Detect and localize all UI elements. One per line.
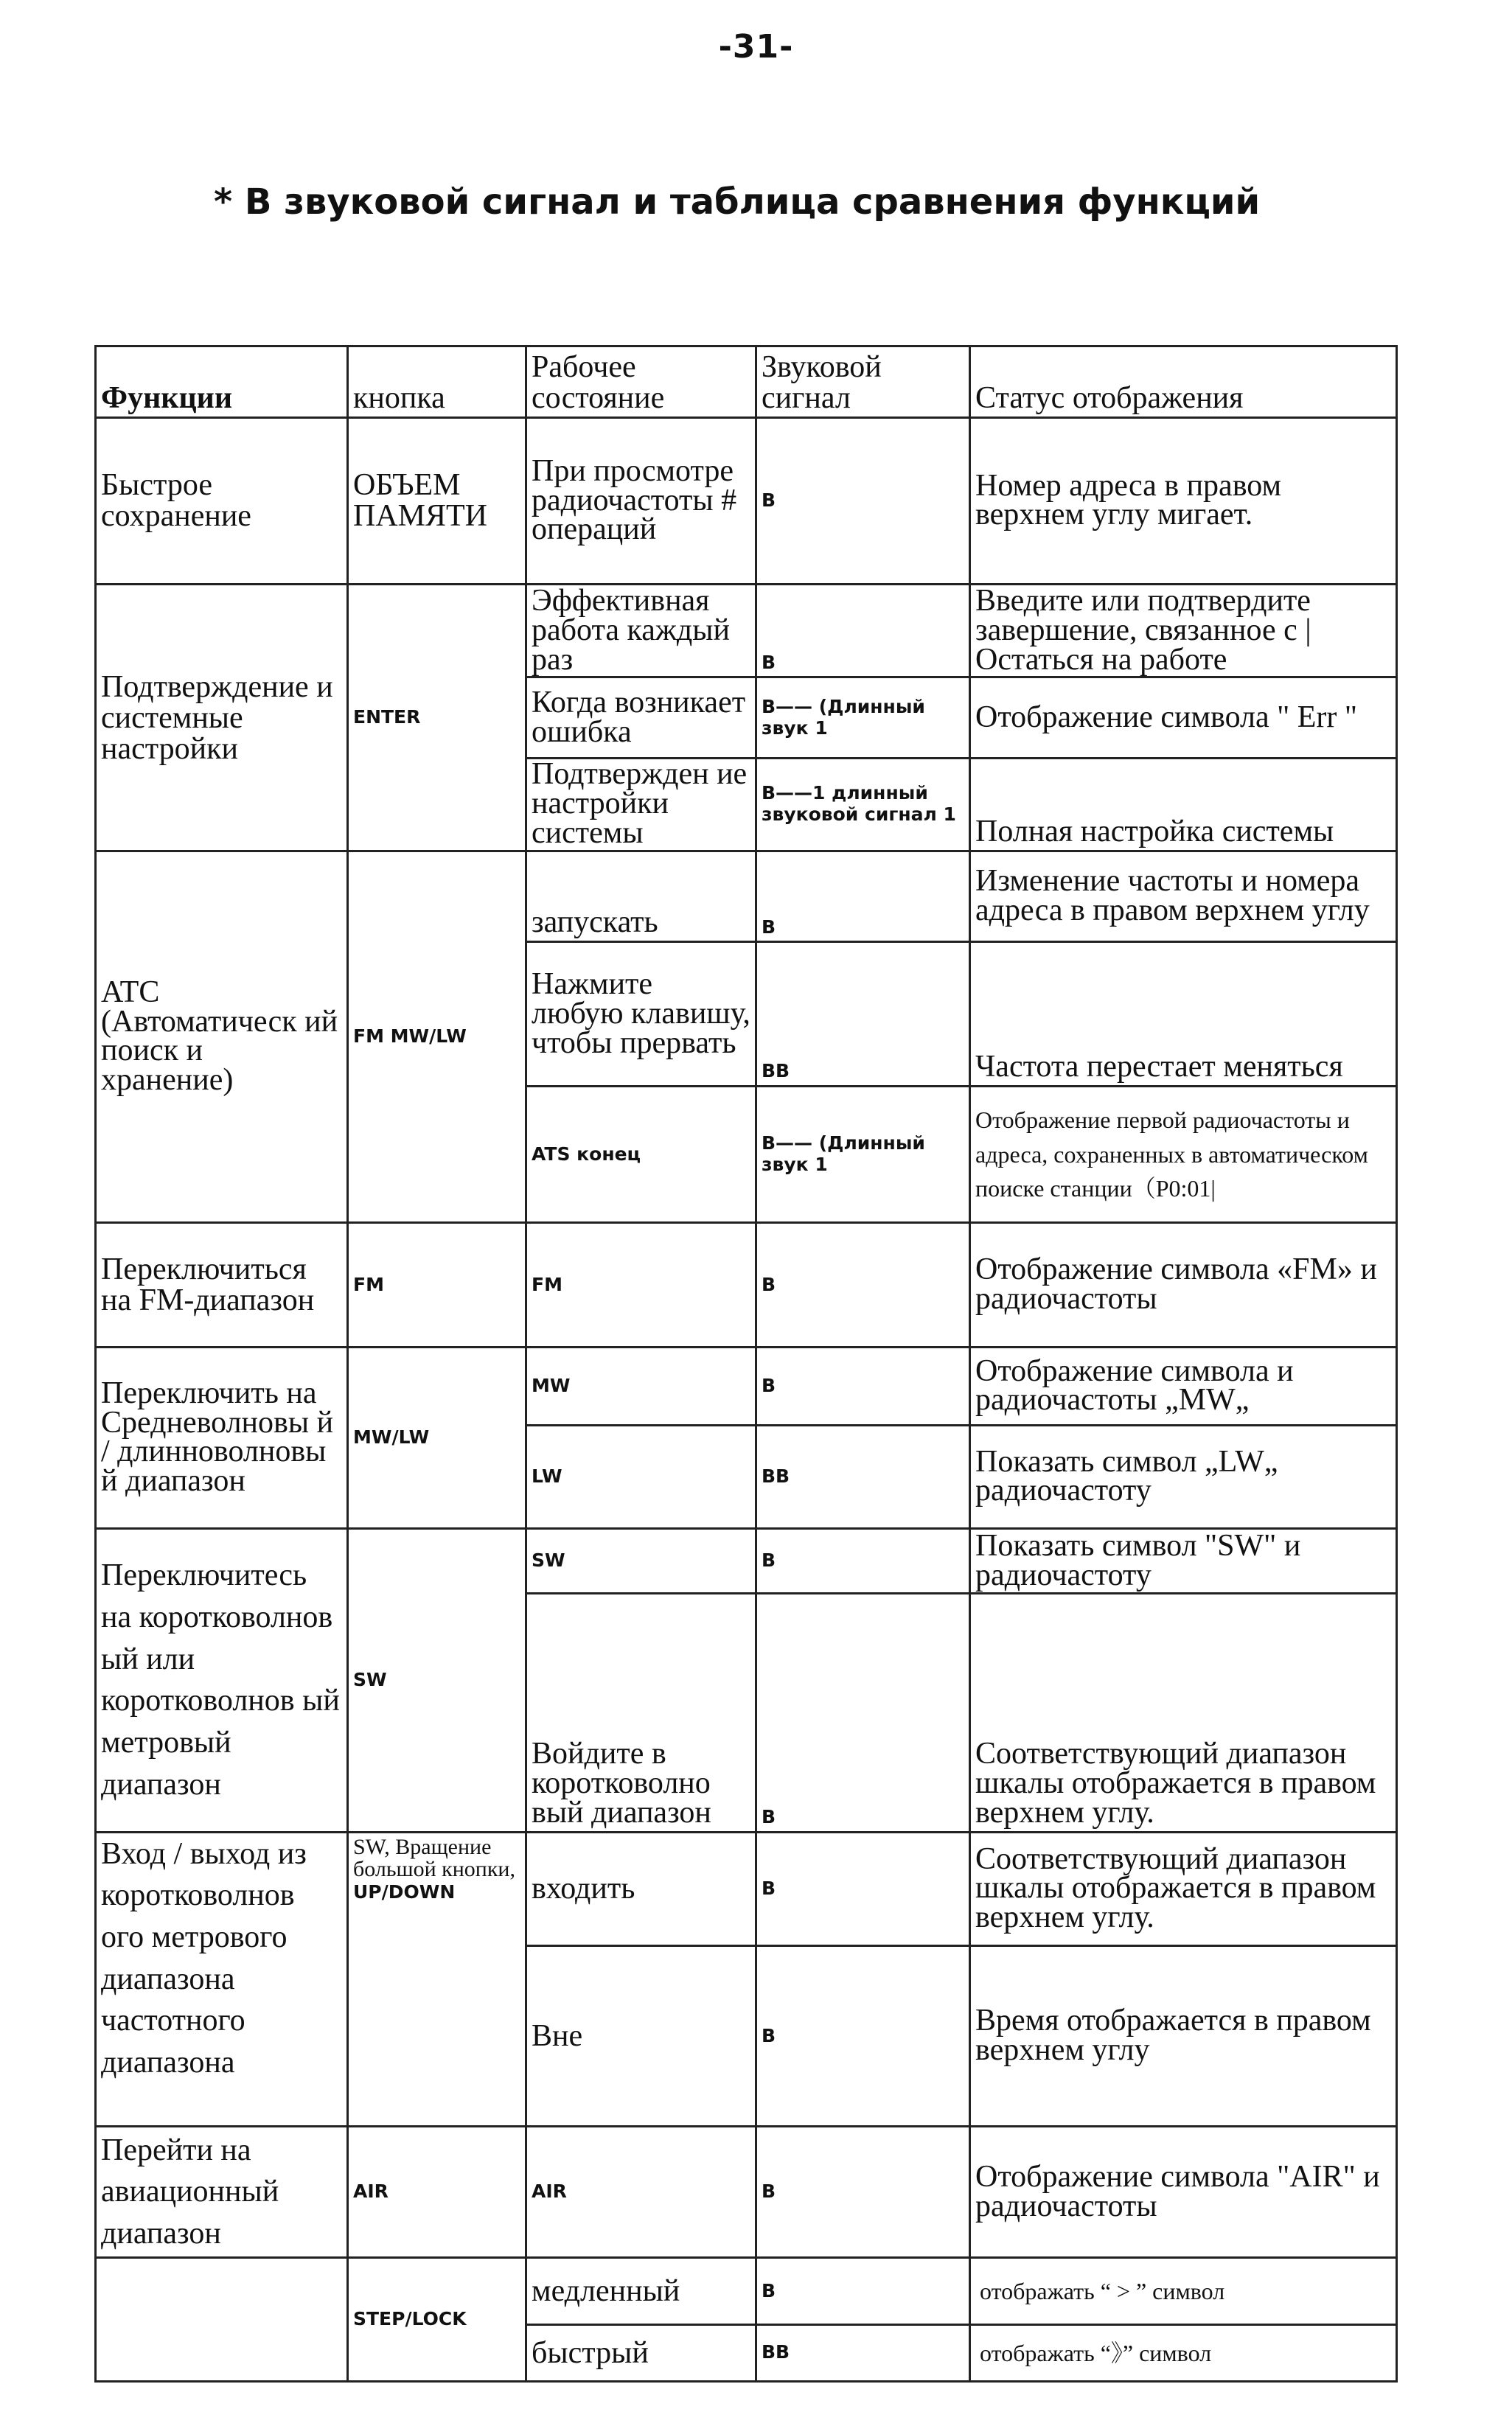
state-cell: медленный [526,2258,756,2325]
button-cell: FM MW/LW [348,851,526,1222]
status-cell: Время отображается в правом верхнем углу [970,1946,1397,2127]
state-cell: быстрый [526,2324,756,2381]
beep-cell: BB [756,942,970,1087]
table-row [96,417,1397,584]
table-row [96,585,1397,677]
table-row [96,2127,1397,2258]
table-row [96,851,1397,942]
beep-cell: BB [756,2324,970,2381]
state-cell: LW [526,1425,756,1528]
state-cell: ATS конец [526,1086,756,1222]
function-comparison-table [94,345,1398,2383]
beep-cell: B—— (Длинный звук 1 [756,1086,970,1222]
beep-cell: B [756,2127,970,2258]
status-cell: Отображение первой радиочастоты и адреса, сохраненных в автоматическом поиске станции（P0:01| [970,1086,1397,1222]
function-cell: ATC (Автоматическ ий поиск и хранение) [96,851,348,1222]
table-row [96,2258,1397,2325]
button-cell: STEP/LOCK [348,2258,526,2382]
function-cell: Перейти на авиационный диапазон [96,2127,348,2258]
beep-cell: B——1 длинный звуковой сигнал 1 [756,758,970,851]
beep-cell: B [756,1946,970,2127]
function-cell: Подтверждение и системные настройки [96,585,348,851]
button-cell: ENTER [348,585,526,851]
status-cell: Полная настройка системы [970,758,1397,851]
table-row [96,1223,1397,1348]
beep-cell: B [756,1594,970,1832]
state-cell: Вне [526,1946,756,2127]
function-cell: Переключиться на FM-диапазон [96,1223,348,1348]
button-cell: MW/LW [348,1347,526,1528]
button-cell: AIR [348,2127,526,2258]
status-cell: Введите или подтвердите завершение, связанное с | Остаться на работе [970,585,1397,677]
status-cell: Соответствующий диапазон шкалы отображается в правом верхнем углу. [970,1832,1397,1945]
status-cell: Частота перестает меняться [970,942,1397,1087]
status-cell: Отображение символа и радиочастоты „MW„ [970,1347,1397,1425]
button-cell: ОБЪЕМ ПАМЯТИ [348,417,526,584]
beep-cell: B [756,585,970,677]
state-cell: Подтвержден ие настройки системы [526,758,756,851]
status-cell: Отображение символа " Err " [970,677,1397,758]
header-function: Функции [96,346,348,418]
table-row [96,1832,1397,1945]
header-beep: Звуковой сигнал [756,346,970,418]
status-cell: Номер адреса в правом верхнем углу мигает. [970,417,1397,584]
beep-cell: B [756,1832,970,1945]
state-cell: AIR [526,2127,756,2258]
table-row [96,1528,1397,1594]
page-title: * В звуковой сигнал и таблица сравнения функций [214,181,1261,223]
status-cell: Отображение символа "AIR" и радиочастоты [970,2127,1397,2258]
header-state: Рабочее состояние [526,346,756,418]
status-cell: Показать символ „LW„ радиочастоту [970,1425,1397,1528]
page-number: -31- [718,28,794,66]
state-cell: Войдите в коротковолно вый диапазон [526,1594,756,1832]
state-cell: FM [526,1223,756,1348]
function-cell: Вход / выход из коротковолнов ого метрового диапазона частотного диапазона [96,1832,348,2126]
status-cell: Показать символ "SW" и радиочастоту [970,1528,1397,1594]
beep-cell: B [756,1223,970,1348]
beep-cell: B [756,1528,970,1594]
state-cell: Когда возникает ошибка [526,677,756,758]
function-cell [96,2258,348,2382]
header-button: кнопка [348,346,526,418]
status-cell: Соответствующий диапазон шкалы отображается в правом верхнем углу. [970,1594,1397,1832]
state-cell: SW [526,1528,756,1594]
beep-cell: B [756,851,970,942]
button-cell: FM [348,1223,526,1348]
state-cell: MW [526,1347,756,1425]
beep-cell: B—— (Длинный звук 1 [756,677,970,758]
beep-cell: B [756,1347,970,1425]
table-header-row [96,346,1397,418]
header-status: Статус отображения [970,346,1397,418]
state-cell: входить [526,1832,756,1945]
state-cell: Эффективная работа каждый раз [526,585,756,677]
button-label-up-down: UP/DOWN [353,1881,456,1903]
table-row [96,1347,1397,1425]
status-cell: Изменение частоты и номера адреса в правом верхнем углу [970,851,1397,942]
beep-cell: BB [756,1425,970,1528]
status-cell: отображать “》” символ [970,2324,1397,2381]
beep-cell: B [756,2258,970,2325]
state-cell: Нажмите любую клавишу, чтобы прервать [526,942,756,1087]
button-cell [348,1832,526,2126]
function-cell: Быстрое сохранение [96,417,348,584]
status-cell: отображать “ > ” символ [970,2258,1397,2325]
status-cell: Отображение символа «FM» и радиочастоты [970,1223,1397,1348]
function-cell: Переключить на Средневолновы й / длинноволновы й диапазон [96,1347,348,1528]
state-cell: При просмотре радиочастоты # операций [526,417,756,584]
beep-cell: B [756,417,970,584]
state-cell: запускать [526,851,756,942]
button-label-sw-rotate: SW, Вращение большой кнопки, [353,1834,515,1881]
function-cell: Переключитесь на коротковолнов ый или коротковолнов ый метровый диапазон [96,1528,348,1832]
button-cell: SW [348,1528,526,1832]
